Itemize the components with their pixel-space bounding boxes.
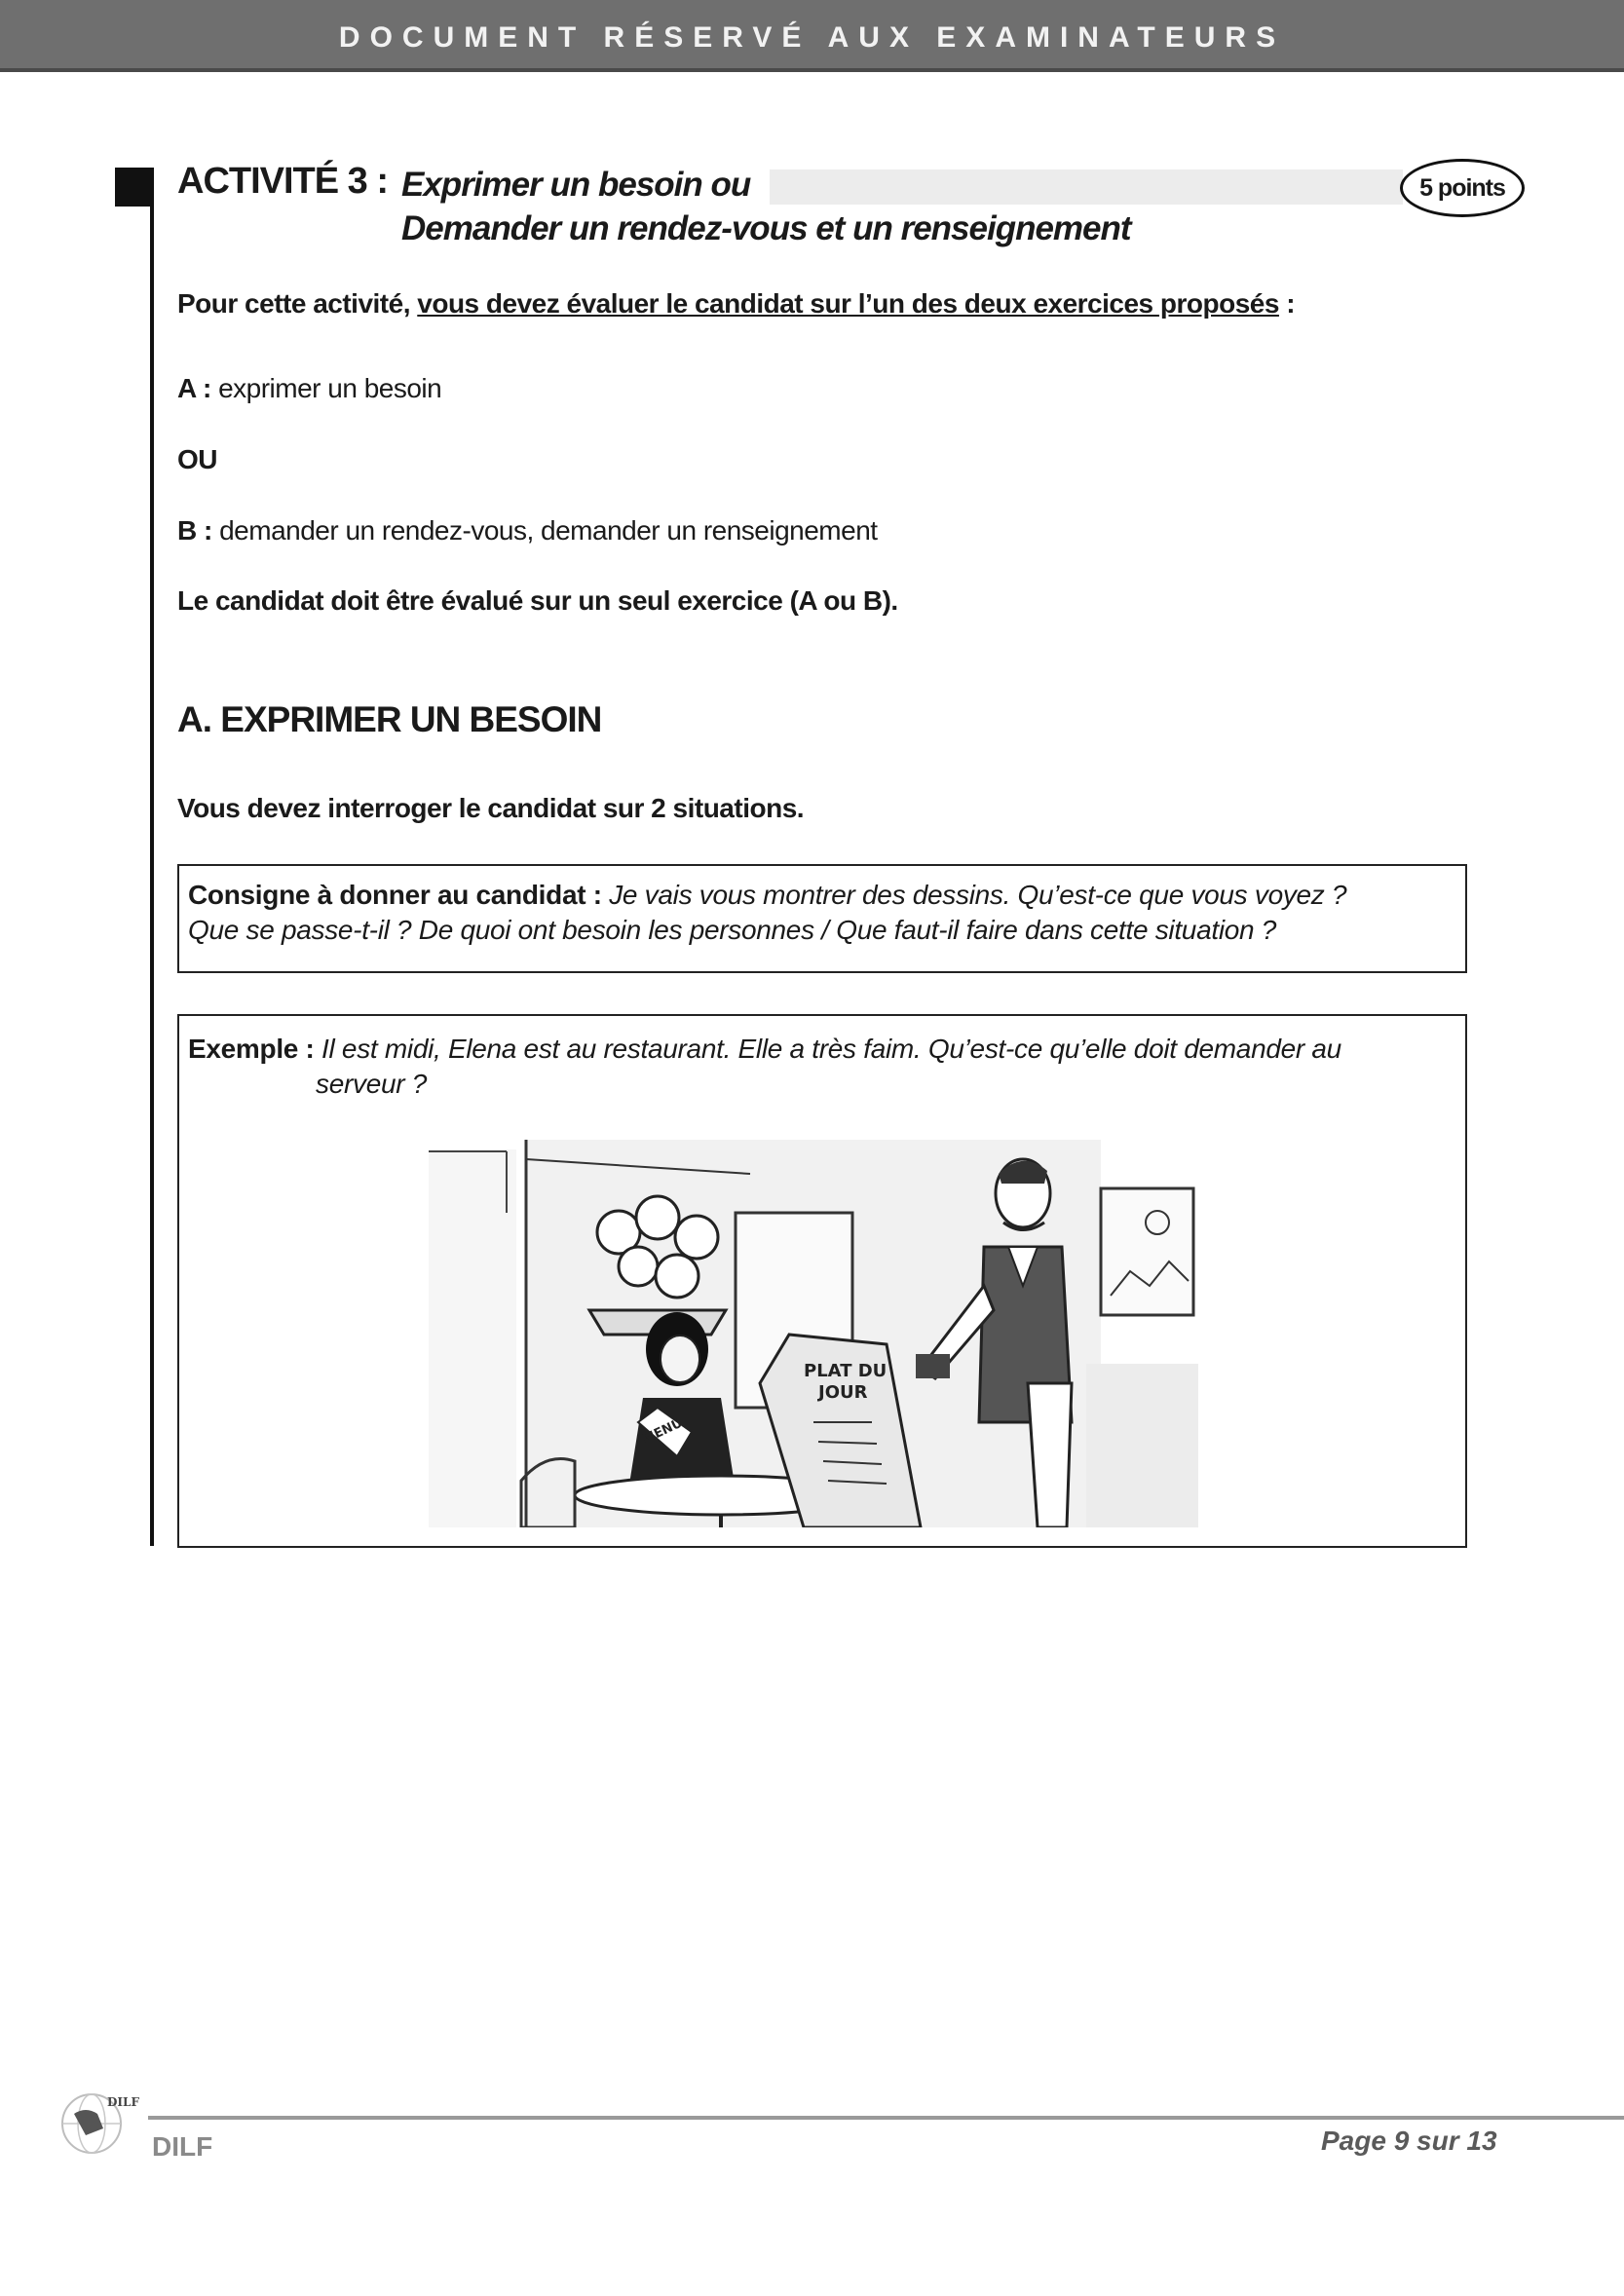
option-b	[177, 515, 878, 546]
sign-line2: JOUR	[818, 1382, 868, 1403]
top-banner	[0, 0, 1624, 72]
intro-lead: Pour cette activité,	[177, 288, 418, 319]
exemple-text-2: serveur ?	[316, 1069, 428, 1099]
option-or: OU	[177, 444, 217, 474]
banner-text: DOCUMENT RÉSERVÉ AUX EXAMINATEURS	[338, 21, 1286, 54]
consigne-box	[177, 864, 1467, 973]
footer-rule	[148, 2116, 1624, 2120]
dilf-logo	[57, 2085, 154, 2163]
activity-title: ACTIVITÉ 3 :	[177, 161, 389, 202]
option-b-text: demander un rendez-vous, demander un renseignement	[211, 515, 878, 546]
exemple-text-1: Il est midi, Elena est au restaurant. Elle a très faim. Qu’est-ce qu’elle doit demander au	[314, 1034, 1341, 1064]
footer-brand: DILF	[152, 2131, 213, 2162]
activity-subtitle-line1: Exprimer un besoin ou	[401, 166, 751, 204]
consigne-label: Consigne à donner au candidat :	[188, 880, 602, 910]
consigne-text-2: Que se passe-t-il ? De quoi ont besoin les personnes / Que faut-il faire dans cette situation ?	[188, 915, 1277, 945]
section-a-instruction: Vous devez interroger le candidat sur 2 situations.	[177, 793, 805, 823]
exemple-label: Exemple :	[188, 1034, 315, 1064]
option-a-text: exprimer un besoin	[210, 373, 442, 403]
evaluation-note: Le candidat doit être évalué sur un seul exercice (A ou B).	[177, 585, 898, 616]
consigne-line1	[188, 880, 1346, 911]
option-b-label: B :	[177, 515, 212, 546]
sign-line1: PLAT DU	[804, 1361, 888, 1381]
restaurant-illustration	[429, 1140, 1198, 1527]
consigne-text-1: Je vais vous montrer des dessins. Qu’est-ce que vous voyez ?	[601, 880, 1347, 910]
exemple-line1	[188, 1034, 1341, 1065]
points-badge: 5 points	[1400, 159, 1525, 217]
section-a-heading: A. EXPRIMER UN BESOIN	[177, 699, 602, 739]
intro-end: :	[1278, 288, 1296, 319]
intro-underlined: vous devez évaluer le candidat sur l’un des deux exercices proposés	[417, 288, 1279, 319]
section-marker-block	[115, 168, 154, 207]
section-left-rule	[150, 197, 154, 1546]
option-a	[177, 373, 441, 404]
option-a-label: A :	[177, 373, 211, 403]
menu-text: MENU	[640, 1415, 685, 1448]
page-number: Page 9 sur 13	[1321, 2126, 1497, 2156]
logo-text: DILF	[107, 2095, 139, 2109]
activity-subtitle-line2: Demander un rendez-vous et un renseignement	[401, 209, 1131, 247]
intro-paragraph	[177, 288, 1295, 320]
title-shade-bar	[770, 169, 1403, 205]
